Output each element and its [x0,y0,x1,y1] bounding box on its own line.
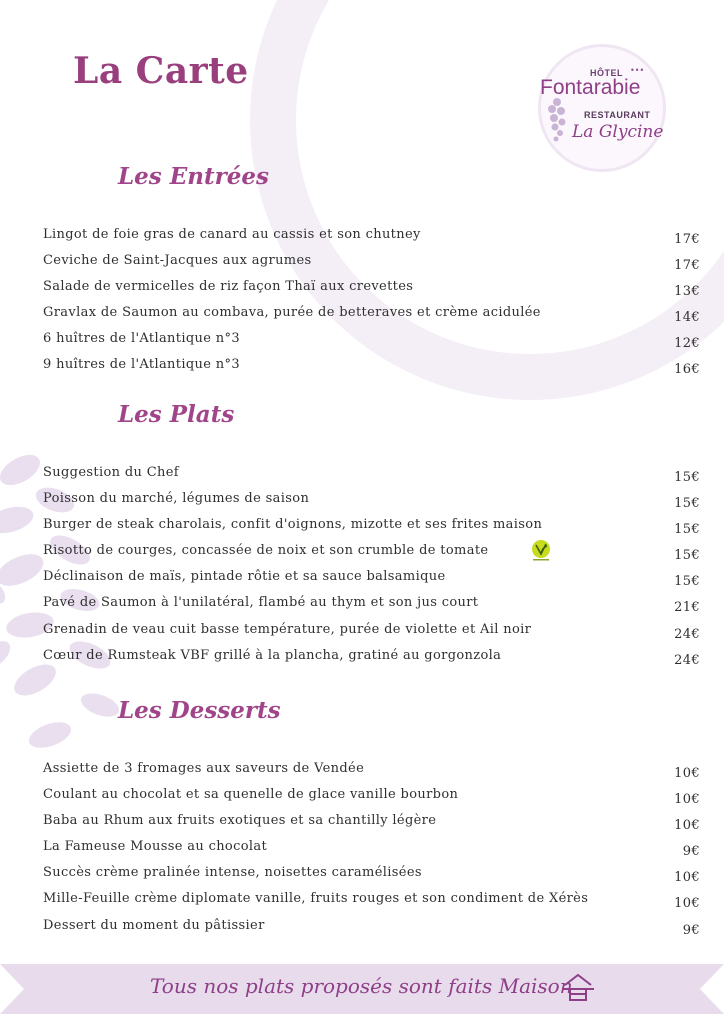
menu-item-price: 15€ [674,522,700,538]
menu-item-name: Dessert du moment du pâtissier [43,917,265,933]
menu-item-price: 9€ [682,922,700,938]
menu-item [43,813,700,839]
desserts-list [43,761,700,944]
menu-item-price: 12€ [674,336,700,352]
banner-text: Tous nos plats proposés sont faits Maison [150,974,573,998]
menu-item-name: Risotto de courges, concassée de noix et son crumble de tomate [43,543,489,559]
menu-item-price: 15€ [674,470,700,485]
menu-item-price: 17€ [674,258,700,274]
entrees-list [43,227,700,384]
menu-item-name: Succès crème pralinée intense, noisettes caramélisées [43,865,422,881]
menu-item [43,891,700,917]
logo-stars: ••• [630,66,645,75]
menu-item-price: 9€ [682,844,700,860]
menu-item-name: La Fameuse Mousse au chocolat [43,839,268,855]
menu-item [43,331,700,357]
page-title: La Carte [73,50,249,92]
menu-item [43,543,700,569]
menu-item-name: Grenadin de veau cuit basse température, purée de violette et Ail noir [43,621,532,637]
menu-item-price: 15€ [674,496,700,512]
menu-item-name: Suggestion du Chef [43,465,179,480]
menu-item [43,761,700,787]
plats-list [43,465,700,674]
menu-item-price: 16€ [674,362,700,378]
menu-item [43,569,700,595]
menu-item-name: Gravlax de Saumon au combava, purée de betteraves et crème acidulée [43,305,541,321]
menu-item-name: Mille-Feuille crème diplomate vanille, fruits rouges et son condiment de Xérès [43,891,589,907]
logo-hotel-name: Fontarabie [540,76,641,99]
section-title-entrees: Les Entrées [118,163,269,190]
menu-item [43,491,700,517]
menu-item [43,839,700,865]
menu-item [43,648,700,674]
menu-item-price: 24€ [674,626,700,642]
logo-restaurant-label: RESTAURANT [584,110,651,120]
menu-item-name: Assiette de 3 fromages aux saveurs de Vendée [43,761,365,776]
wisteria-icon [542,96,572,144]
menu-item-name: Baba au Rhum aux fruits exotiques et sa chantilly légère [43,813,437,829]
menu-item-price: 10€ [674,896,700,912]
menu-item-price: 10€ [674,818,700,834]
menu-item-name: 6 huîtres de l'Atlantique n°3 [43,331,240,347]
menu-item-price: 17€ [674,232,700,247]
menu-item-name: 9 huîtres de l'Atlantique n°3 [43,357,240,373]
logo-hotel-label: HÔTEL [590,68,623,78]
hotel-logo [530,44,680,168]
menu-item [43,517,700,543]
menu-item-name: Cœur de Rumsteak VBF grillé à la plancha, gratiné au gorgonzola [43,647,502,663]
menu-item-price: 10€ [674,792,700,808]
menu-item [43,918,700,944]
vegetarian-icon [531,539,551,561]
menu-item [43,253,700,279]
logo-restaurant-name: La Glycine [572,122,664,142]
menu-item-price: 10€ [674,870,700,886]
menu-item [43,227,700,253]
menu-item [43,622,700,648]
menu-item-price: 15€ [674,574,700,590]
menu-item-price: 10€ [674,766,700,781]
menu-item-name: Lingot de foie gras de canard au cassis et son chutney [43,227,421,242]
menu-item-name: Ceviche de Saint-Jacques aux agrumes [43,253,312,269]
house-icon [562,972,594,1002]
menu-item-name: Coulant au chocolat et sa quenelle de glace vanille bourbon [43,787,459,803]
menu-item [43,865,700,891]
menu-item-name: Burger de steak charolais, confit d'oignons, mizotte et ses frites maison [43,517,543,533]
menu-item [43,787,700,813]
menu-item-price: 13€ [674,284,700,300]
footer-banner [0,964,724,1014]
menu-item-price: 15€ [674,548,700,564]
menu-item [43,357,700,383]
menu-item-price: 24€ [674,652,700,668]
menu-item-name: Déclinaison de maïs, pintade rôtie et sa sauce balsamique [43,569,446,585]
menu-item-name: Poisson du marché, légumes de saison [43,491,310,507]
menu-item-price: 21€ [674,600,700,616]
menu-item [43,305,700,331]
menu-item-price: 14€ [674,310,700,326]
section-title-plats: Les Plats [118,401,235,428]
menu-item [43,279,700,305]
menu-item [43,465,700,491]
menu-item-name: Pavé de Saumon à l'unilatéral, flambé au thym et son jus court [43,595,479,611]
menu-item [43,595,700,621]
section-title-desserts: Les Desserts [118,697,281,724]
menu-item-name: Salade de vermicelles de riz façon Thaï aux crevettes [43,279,414,295]
